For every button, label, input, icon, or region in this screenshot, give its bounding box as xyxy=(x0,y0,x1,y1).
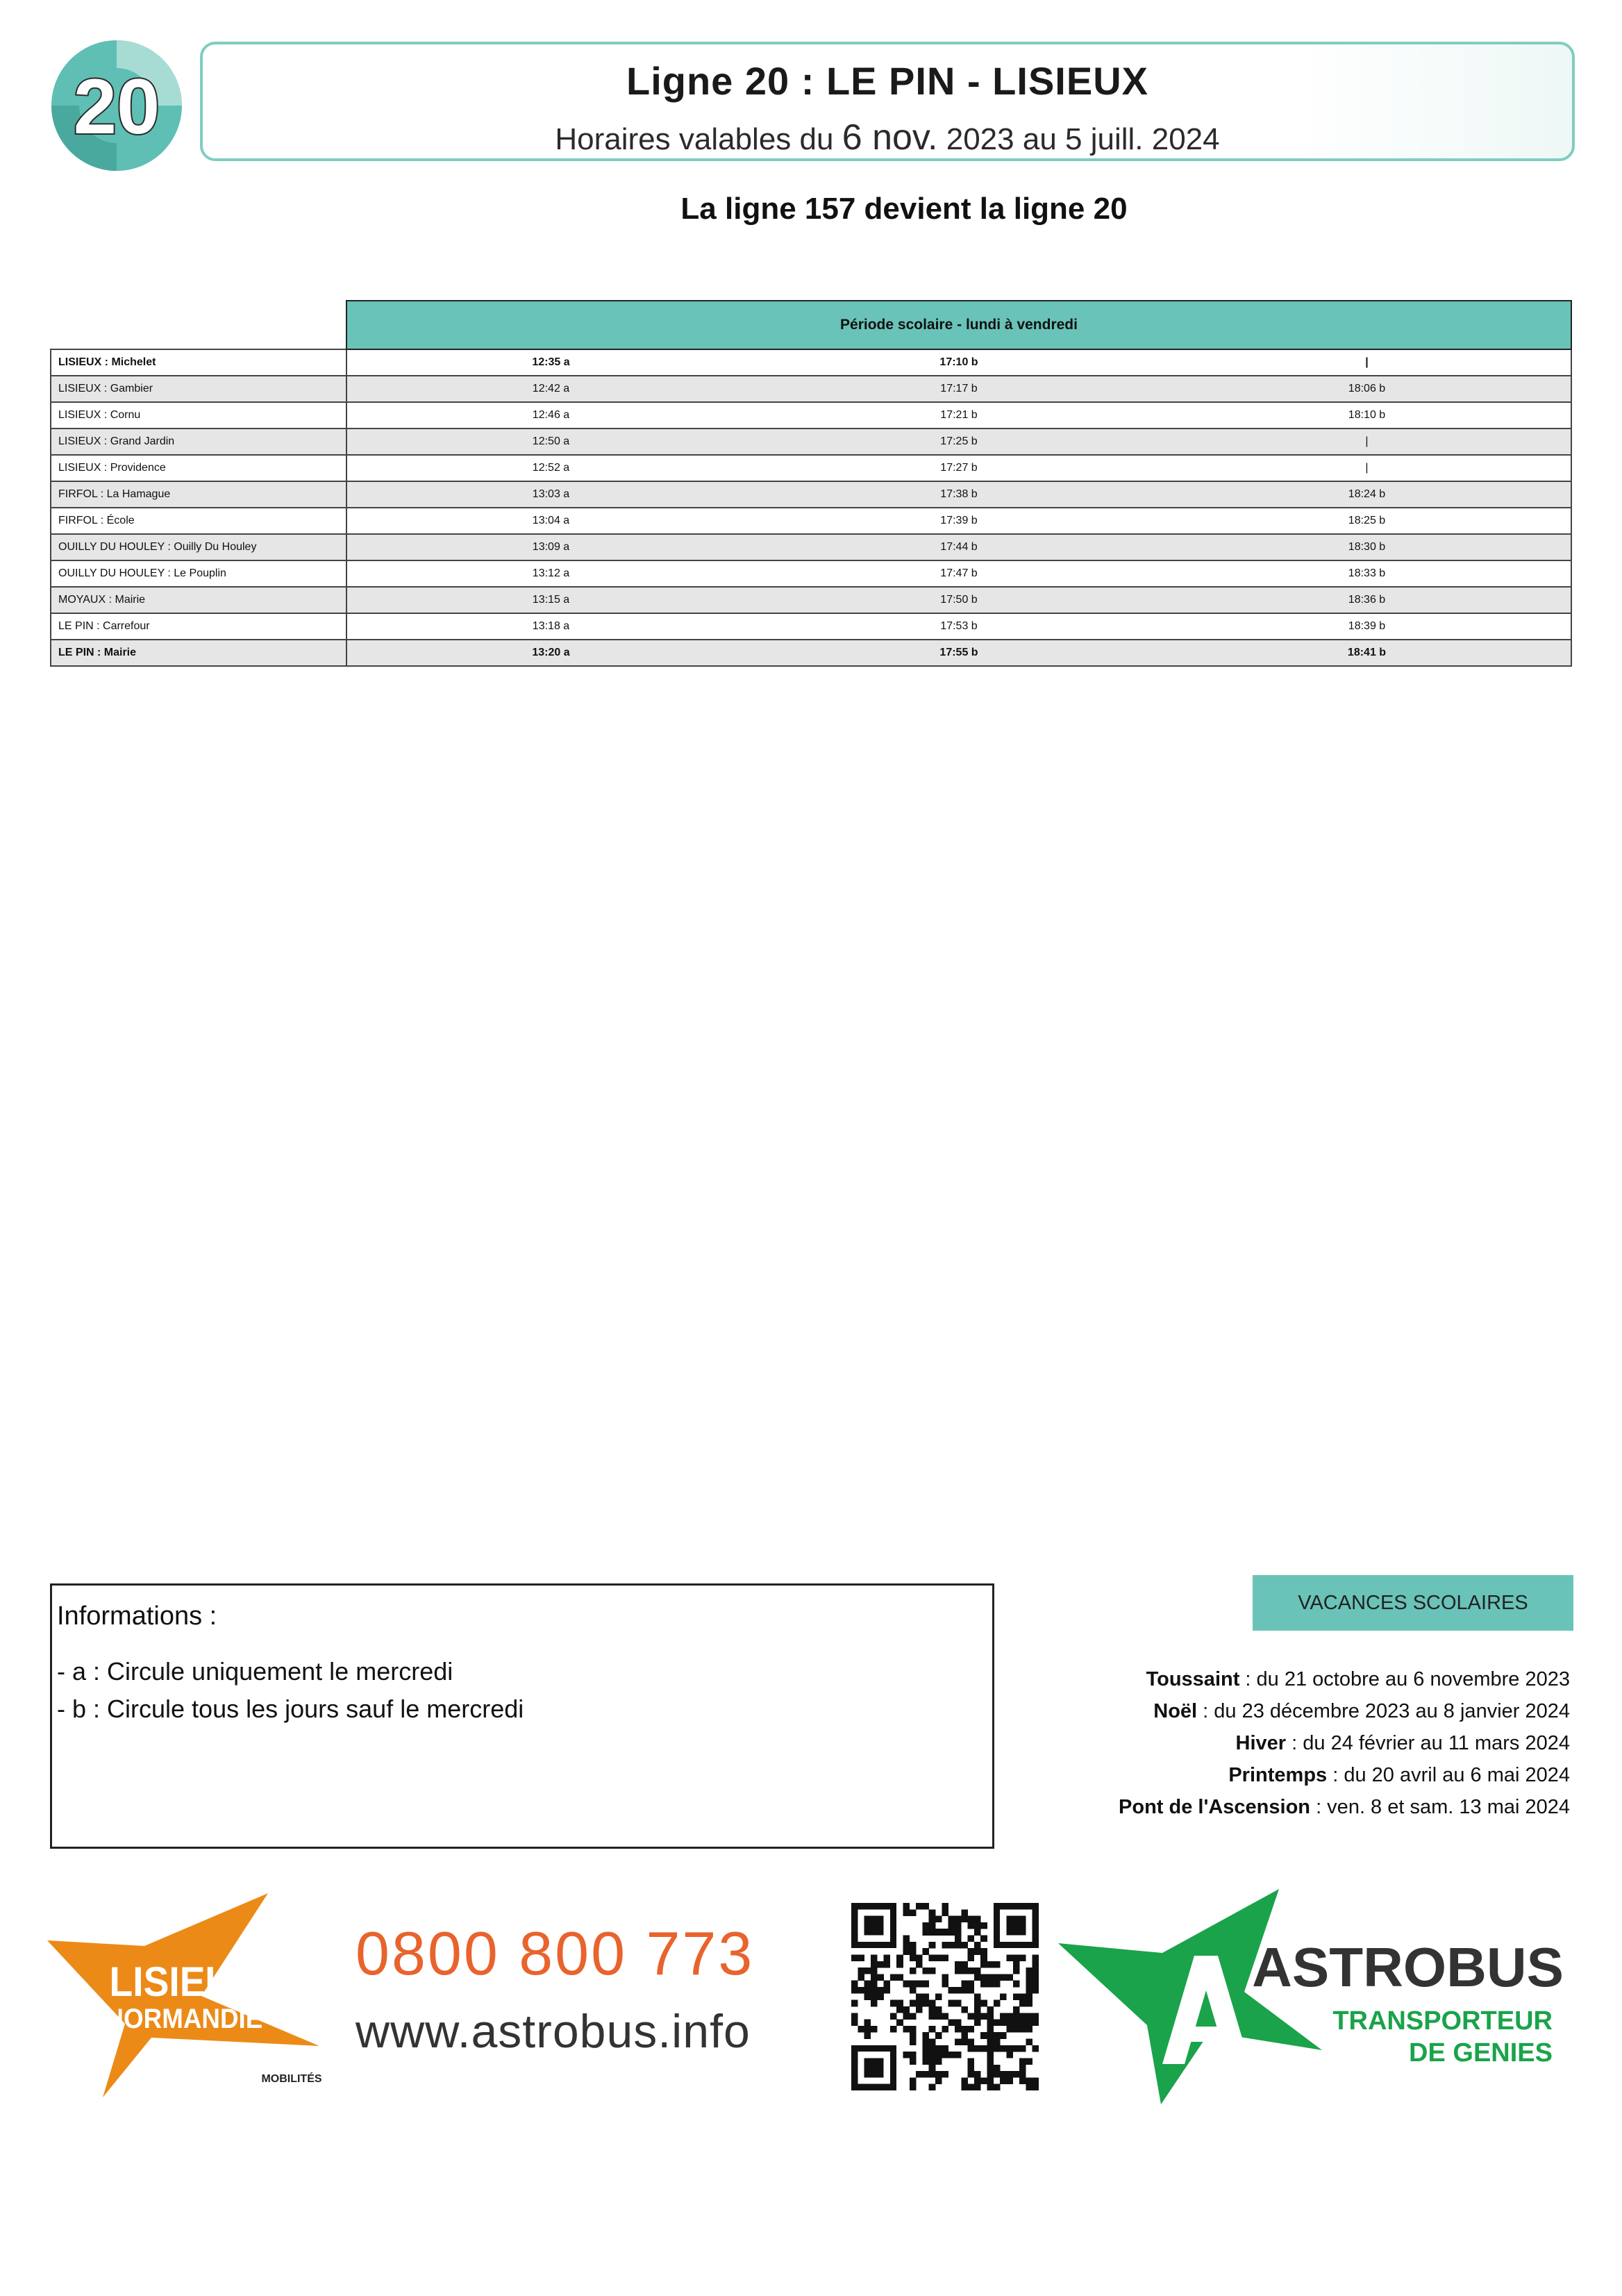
stop-name: FIRFOL : École xyxy=(51,508,346,534)
holiday-name: Pont de l'Ascension xyxy=(1119,1796,1311,1818)
stop-name: LISIEUX : Cornu xyxy=(51,402,346,429)
website-link[interactable]: www.astrobus.info xyxy=(356,2005,751,2058)
departure-time: 12:52 a xyxy=(346,455,755,481)
holiday-dates: : ven. 8 et sam. 13 mai 2024 xyxy=(1310,1796,1570,1818)
departure-time: 18:30 b xyxy=(1163,534,1571,560)
stop-name: LE PIN : Mairie xyxy=(51,640,346,666)
lisieux-normandie-logo-icon xyxy=(47,1892,325,2097)
departure-time: 17:25 b xyxy=(755,429,1163,455)
info-note-b: - b : Circule tous les jours sauf le mercredi xyxy=(57,1695,524,1723)
holiday-dates: : du 21 octobre au 6 novembre 2023 xyxy=(1239,1668,1570,1690)
timetable-row xyxy=(51,402,1571,429)
timetable xyxy=(50,300,1572,667)
departure-time: 17:21 b xyxy=(755,402,1163,429)
departure-time: 18:33 b xyxy=(1163,560,1571,587)
holiday-dates: : du 23 décembre 2023 au 8 janvier 2024 xyxy=(1197,1700,1570,1722)
departure-time: 12:42 a xyxy=(346,376,755,402)
departure-time: 18:36 b xyxy=(1163,587,1571,613)
holiday-name: Printemps xyxy=(1228,1764,1328,1786)
lisieux-logo-text-1: LISIEUX xyxy=(109,1958,259,2006)
departure-time: 17:10 b xyxy=(755,349,1163,376)
departure-time: 17:53 b xyxy=(755,613,1163,640)
stop-name: LISIEUX : Providence xyxy=(51,455,346,481)
timetable-row xyxy=(51,508,1571,534)
validity-prefix: Horaires valables du xyxy=(555,122,834,156)
holiday-hiver xyxy=(1236,1732,1570,1755)
timetable-corner xyxy=(51,301,346,349)
timetable-row xyxy=(51,481,1571,508)
holiday-ascension xyxy=(1119,1796,1570,1819)
departure-time: 13:20 a xyxy=(346,640,755,666)
timetable-body xyxy=(51,349,1571,666)
departure-time: 13:09 a xyxy=(346,534,755,560)
departure-time: | xyxy=(1163,429,1571,455)
qr-code-icon[interactable] xyxy=(851,1903,1039,2090)
validity-start: 6 nov. xyxy=(842,117,938,158)
stop-name: FIRFOL : La Hamague xyxy=(51,481,346,508)
departure-time: 17:38 b xyxy=(755,481,1163,508)
line-title: Ligne 20 : LE PIN - LISIEUX xyxy=(626,59,1148,103)
timetable-row xyxy=(51,455,1571,481)
school-holidays-header: VACANCES SCOLAIRES xyxy=(1253,1575,1573,1631)
astrobus-logo-icon xyxy=(1058,1889,1572,2104)
departure-time: 12:35 a xyxy=(346,349,755,376)
timetable-row xyxy=(51,349,1571,376)
departure-time: 17:55 b xyxy=(755,640,1163,666)
info-title: Informations : xyxy=(57,1602,217,1631)
holiday-toussaint xyxy=(1146,1668,1570,1691)
timetable-row xyxy=(51,429,1571,455)
departure-time: 18:06 b xyxy=(1163,376,1571,402)
timetable-row xyxy=(51,587,1571,613)
stop-name: OUILLY DU HOULEY : Le Pouplin xyxy=(51,560,346,587)
badge-number: 20 xyxy=(73,63,160,150)
departure-time: 17:27 b xyxy=(755,455,1163,481)
stop-name: LISIEUX : Grand Jardin xyxy=(51,429,346,455)
timetable-row xyxy=(51,560,1571,587)
lisieux-logo-text-2: NORMANDIE xyxy=(105,2003,263,2035)
departure-time: 12:46 a xyxy=(346,402,755,429)
departure-time: 13:18 a xyxy=(346,613,755,640)
departure-time: 18:41 b xyxy=(1163,640,1571,666)
astrobus-tagline-2: DE GENIES xyxy=(1409,2038,1553,2068)
lisieux-logo-text-3: MOBILITÉS xyxy=(261,2073,322,2085)
holiday-name: Noël xyxy=(1153,1700,1198,1722)
departure-time: | xyxy=(1163,455,1571,481)
departure-time: 18:25 b xyxy=(1163,508,1571,534)
departure-time: | xyxy=(1163,349,1571,376)
departure-time: 17:47 b xyxy=(755,560,1163,587)
stop-name: LE PIN : Carrefour xyxy=(51,613,346,640)
astrobus-name: ASTROBUS xyxy=(1252,1936,1564,1998)
period-header: Période scolaire - lundi à vendredi xyxy=(346,301,1571,349)
departure-time: 17:39 b xyxy=(755,508,1163,534)
departure-time: 17:44 b xyxy=(755,534,1163,560)
holiday-name: Hiver xyxy=(1235,1732,1287,1754)
info-note-a: - a : Circule uniquement le mercredi xyxy=(57,1657,453,1686)
holiday-dates: : du 24 février au 11 mars 2024 xyxy=(1286,1732,1570,1754)
holiday-name: Toussaint xyxy=(1146,1668,1240,1690)
holiday-noel xyxy=(1153,1700,1570,1723)
timetable-row xyxy=(51,613,1571,640)
departure-time: 17:17 b xyxy=(755,376,1163,402)
departure-time: 18:39 b xyxy=(1163,613,1571,640)
departure-time: 13:04 a xyxy=(346,508,755,534)
validity-end: 2023 au 5 juill. 2024 xyxy=(946,122,1220,156)
stop-name: LISIEUX : Gambier xyxy=(51,376,346,402)
departure-time: 13:12 a xyxy=(346,560,755,587)
validity-dates xyxy=(200,117,1575,158)
departure-time: 17:50 b xyxy=(755,587,1163,613)
line-20-badge-icon xyxy=(50,39,183,172)
page-subtitle: La ligne 157 devient la ligne 20 xyxy=(680,192,1128,226)
stop-name: MOYAUX : Mairie xyxy=(51,587,346,613)
departure-time: 18:24 b xyxy=(1163,481,1571,508)
astrobus-tagline-1: TRANSPORTEUR xyxy=(1332,2006,1553,2036)
holiday-printemps xyxy=(1228,1764,1570,1787)
timetable-row xyxy=(51,376,1571,402)
stop-name: LISIEUX : Michelet xyxy=(51,349,346,376)
holiday-dates: : du 20 avril au 6 mai 2024 xyxy=(1327,1764,1570,1786)
departure-time: 12:50 a xyxy=(346,429,755,455)
stop-name: OUILLY DU HOULEY : Ouilly Du Houley xyxy=(51,534,346,560)
phone-number: 0800 800 773 xyxy=(356,1919,755,1988)
departure-time: 13:15 a xyxy=(346,587,755,613)
departure-time: 13:03 a xyxy=(346,481,755,508)
timetable-row xyxy=(51,640,1571,666)
timetable-row xyxy=(51,534,1571,560)
departure-time: 18:10 b xyxy=(1163,402,1571,429)
